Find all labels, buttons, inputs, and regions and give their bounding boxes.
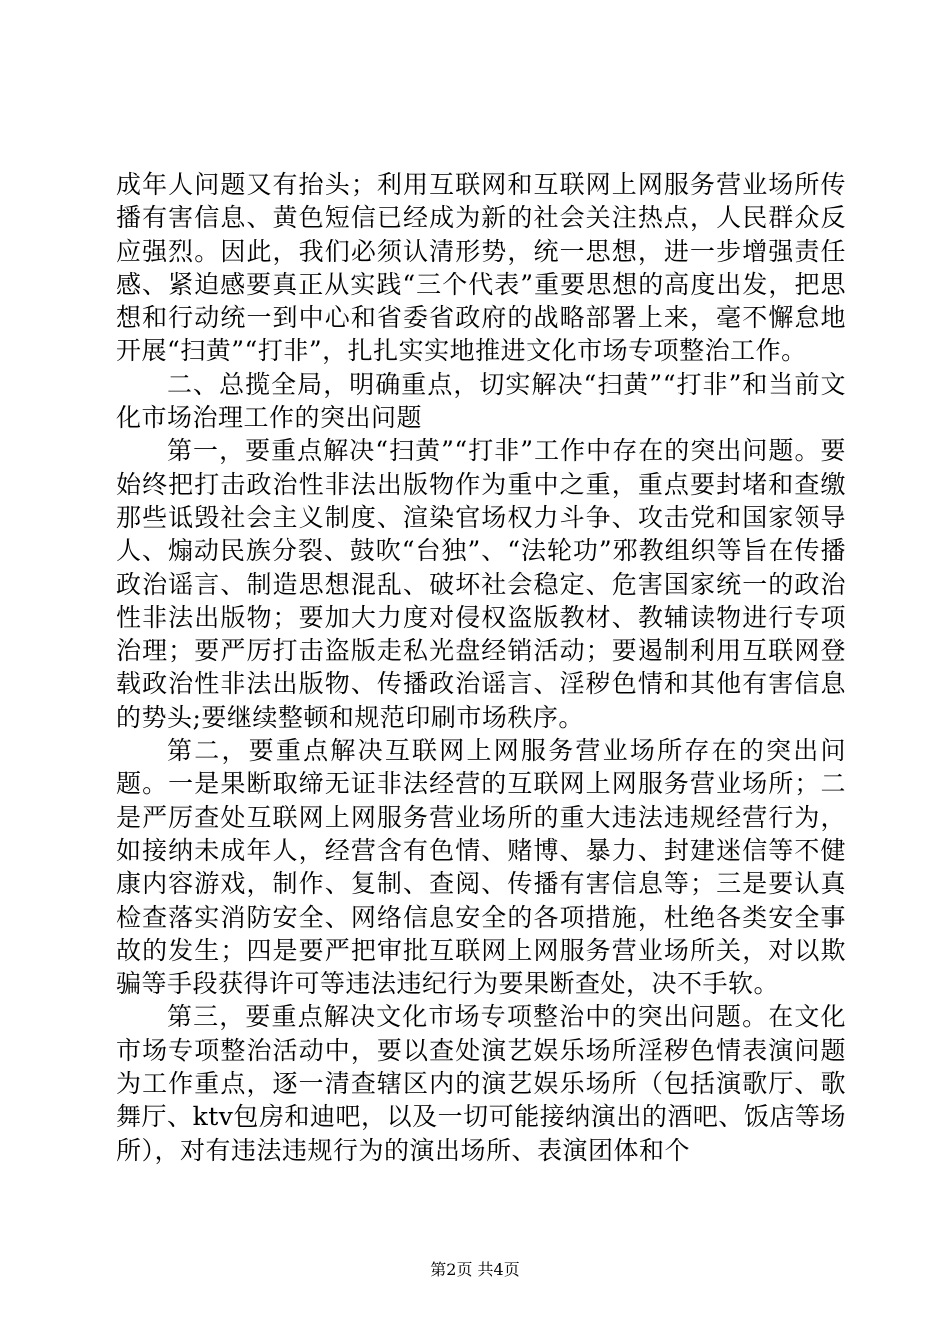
- document-body: [116, 168, 846, 1167]
- paragraph-first-point: 第一，要重点解决“扫黄”“打非”工作中存在的突出问题。要始终把打击政治性非法出版物作为重中之重，重点要封堵和查缴那些诋毁社会主义制度、渲染官场权力斗争、攻击党和国家领导人、煽动民族分裂、鼓吹“台独”、“法轮功”邪教组织等旨在传播政治谣言、制造思想混乱、破坏社会稳定、危害国家统一的政治性非法出版物；要加大力度对侵权盗版教材、教辅读物进行专项治理；要严厉打击盗版走私光盘经销活动；要遏制利用互联网登载政治性非法出版物、传播政治谣言、淫秽色情和其他有害信息的势头;要继续整顿和规范印刷市场秩序。: [116, 436, 846, 732]
- section-heading-2: 二、总揽全局，明确重点，切实解决“扫黄”“打非”和当前文化市场治理工作的突出问题: [116, 369, 846, 433]
- paragraph-third-point: 第三，要重点解决文化市场专项整治中的突出问题。在文化市场专项整治活动中，要以查处演艺娱乐场所淫秽色情表演问题为工作重点，逐一清查辖区内的演艺娱乐场所（包括演歌厅、歌舞厅、ktv包房和迪吧，以及一切可能接纳演出的酒吧、饭店等场所），对有违法违规行为的演出场所、表演团体和个: [116, 1002, 846, 1165]
- paragraph-1: 成年人问题又有抬头；利用互联网和互联网上网服务营业场所传播有害信息、黄色短信已经成为新的社会关注热点，人民群众反应强烈。因此，我们必须认清形势，统一思想，进一步增强责任感、紧迫感要真正从实践“三个代表”重要思想的高度出发，把思想和行动统一到中心和省委省政府的战略部署上来，毫不懈怠地开展“扫黄”“打非”，扎扎实实地推进文化市场专项整治工作。: [116, 170, 846, 366]
- page-number-footer: 第2页 共4页: [430, 1260, 520, 1279]
- paragraph-second-point: 第二，要重点解决互联网上网服务营业场所存在的突出问题。一是果断取缔无证非法经营的互联网上网服务营业场所；二是严厉查处互联网上网服务营业场所的重大违法违规经营行为，如接纳未成年人，经营含有色情、赌博、暴力、封建迷信等不健康内容游戏，制作、复制、查阅、传播有害信息等；三是要认真检查落实消防安全、网络信息安全的各项措施，杜绝各类安全事故的发生；四是要严把审批互联网上网服务营业场所关，对以欺骗等手段获得许可等违法违纪行为要果断查处，决不手软。: [116, 736, 846, 999]
